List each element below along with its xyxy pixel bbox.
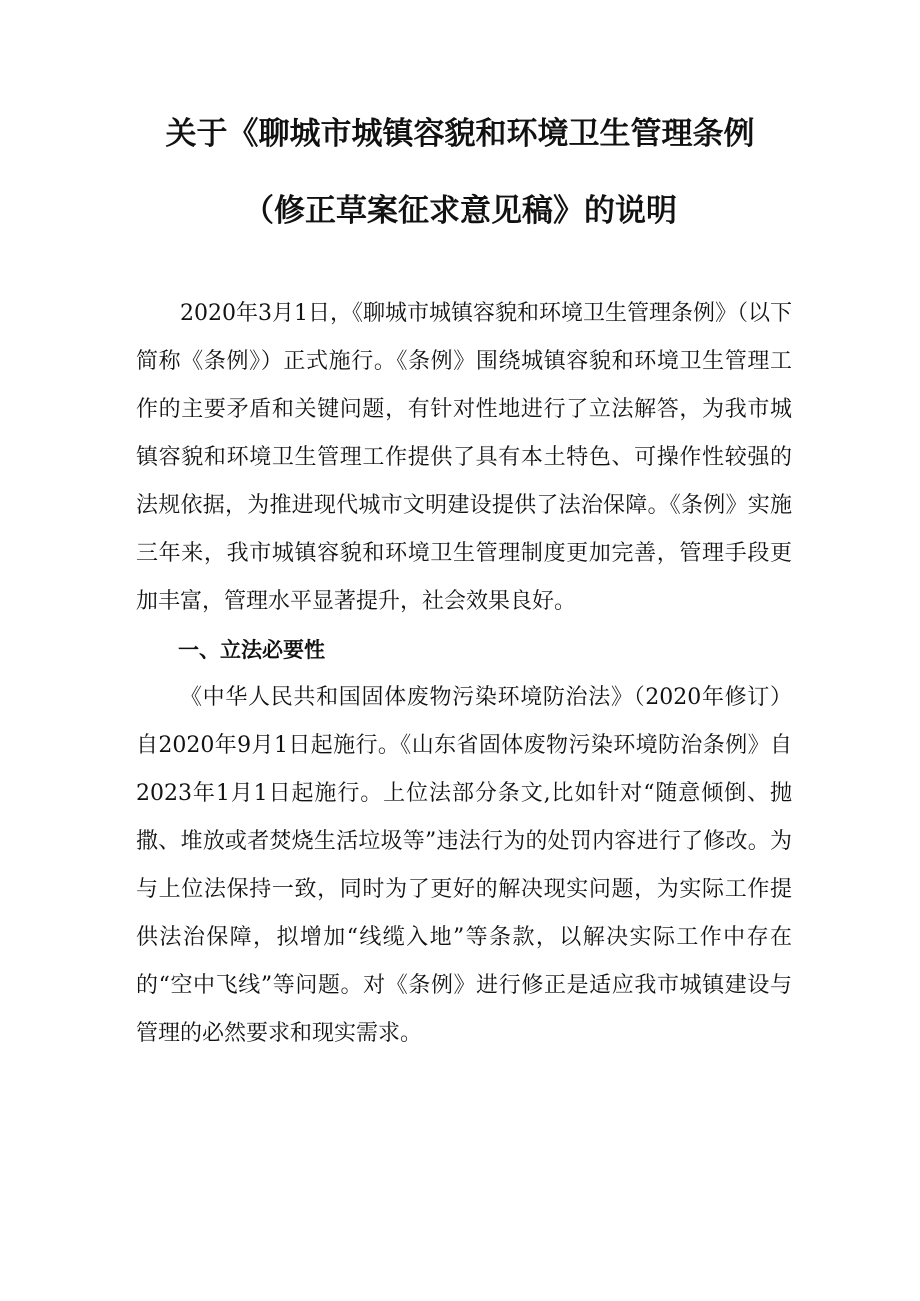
paragraph-necessity: 《中华人民共和国固体废物污染环境防治法》（2020年修订）自2020年9月1日起施行。《山东省固体废物污染环境防治条例》自2023年1月1日起施行。上位法部分条文,比如针对“随意倾倒、抛撒、堆放或者焚烧生活垃圾等”违法行为的处罚内容进行了修改。为与上位法保持一致，同时为了更好的解决现实问题，为实际工作提供法治保障，拟增加“线缆入地”等条款，以解决实际工作中存在的“空中飞线”等问题。对《条例》进行修正是适应我市城镇建设与管理的必然要求和现实需求。 xyxy=(136,685,792,1046)
document-body xyxy=(136,290,792,1058)
document-title-line-2: （修正草案征求意见稿》的说明 xyxy=(243,193,677,229)
paragraph-intro: 2020年3月1日，《聊城市城镇容貌和环境卫生管理条例》（以下简称《条例》）正式施行。《条例》围绕城镇容貌和环境卫生管理工作的主要矛盾和关键问题，有针对性地进行了立法解答，为我市城镇容貌和环境卫生管理工作提供了具有本土特色、可操作性较强的法规依据，为推进现代城市文明建设提供了法治保障。《条例》实施三年来，我市城镇容貌和环境卫生管理制度更加完善，管理手段更加丰富，管理水平显著提升，社会效果良好。 xyxy=(136,301,792,614)
section-heading-necessity: 一、立法必要性 xyxy=(178,638,325,662)
document-title-line-1: 关于《聊城市城镇容貌和环境卫生管理条例 xyxy=(165,116,755,152)
